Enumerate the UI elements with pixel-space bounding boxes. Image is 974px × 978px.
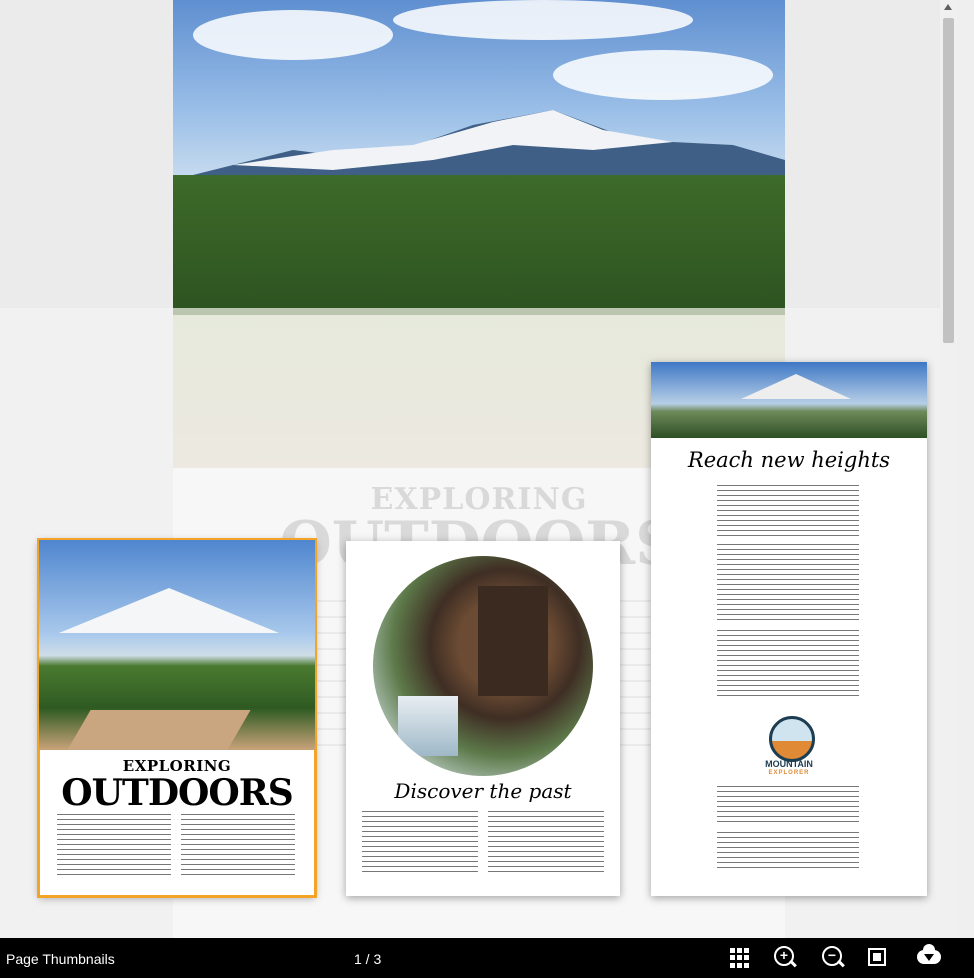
- mountain-snow: [59, 588, 279, 633]
- thumbnail-heading-big: OUTDOORS: [61, 772, 293, 814]
- fit-page-icon[interactable]: [868, 948, 886, 966]
- text-block: [488, 811, 604, 875]
- text-block: [717, 630, 859, 698]
- text-block: [362, 811, 478, 875]
- thumbnail-heading: Reach new heights: [687, 448, 891, 472]
- logo-title: MOUNTAIN: [765, 759, 813, 769]
- scroll-thumb[interactable]: [943, 18, 954, 343]
- thumbnail-photo: [39, 540, 315, 750]
- logo-subtitle: EXPLORER: [768, 770, 810, 776]
- page-indicator: 1 / 3: [354, 951, 382, 967]
- thumbnail-heading-small: EXPLORING: [122, 757, 232, 775]
- thumbnail-heading: Discover the past: [394, 779, 572, 803]
- download-icon[interactable]: [916, 945, 942, 971]
- scroll-up-arrow-icon[interactable]: [944, 4, 952, 10]
- text-block: [181, 814, 295, 876]
- page-thumbnail-3[interactable]: [651, 362, 927, 896]
- text-block: [717, 544, 859, 622]
- mountain-snow: [741, 374, 851, 399]
- text-block: [57, 814, 171, 876]
- waterfall: [398, 696, 458, 756]
- mill-building: [478, 586, 548, 696]
- bottom-toolbar: [0, 938, 974, 978]
- text-block: [717, 832, 859, 872]
- cloud: [393, 0, 693, 40]
- vertical-scrollbar[interactable]: [940, 0, 957, 938]
- circular-photo: [373, 556, 593, 776]
- text-block: [717, 485, 859, 537]
- grid-icon[interactable]: [726, 945, 752, 971]
- background-trees: [173, 175, 785, 315]
- zoom-out-icon[interactable]: −: [820, 945, 846, 971]
- cloud: [553, 50, 773, 100]
- mountain-explorer-logo: [769, 716, 815, 762]
- text-block: [717, 786, 859, 824]
- thumbnail-photo: [651, 362, 927, 438]
- logo-text: [651, 760, 927, 778]
- zoom-in-icon[interactable]: +: [772, 945, 798, 971]
- page-thumbnail-2[interactable]: [346, 541, 620, 896]
- cloud: [193, 10, 393, 60]
- trail: [67, 710, 250, 750]
- page-thumbnail-1[interactable]: [39, 540, 315, 896]
- toolbar-title: Page Thumbnails: [6, 951, 115, 967]
